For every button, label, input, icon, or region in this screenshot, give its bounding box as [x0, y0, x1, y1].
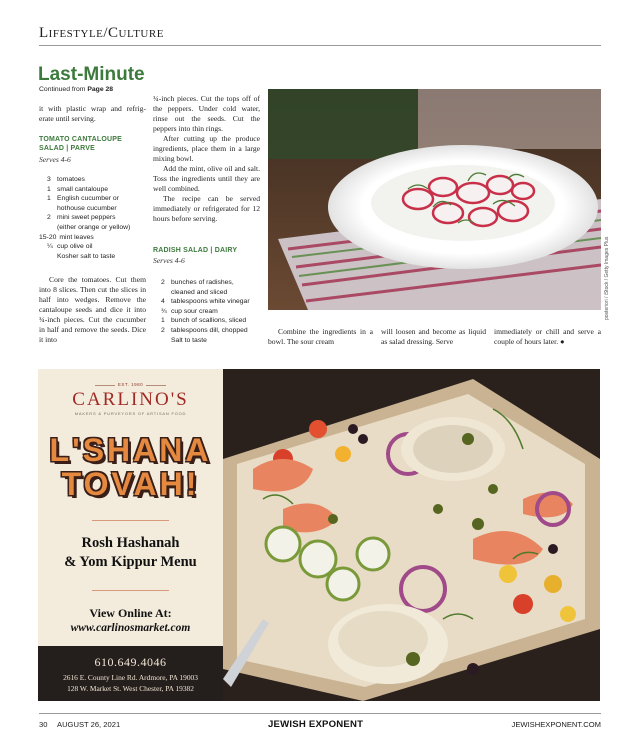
- ad-greeting-line2: TOVAH!: [61, 466, 200, 502]
- tomato-directions-p4: The recipe can be served immediately or refrigerated for 12 hours before serving.: [153, 194, 260, 223]
- ingredient-item: [47, 242, 157, 252]
- ingredient-quantity: 1: [47, 195, 51, 203]
- ad-tagline: MAKERS & PURVEYORS OF ARTISAN FOOD: [74, 411, 187, 416]
- ingredient-quantity: 3: [47, 176, 51, 183]
- ingredient-text: Salt to taste: [171, 336, 207, 344]
- ingredient-item: [161, 297, 271, 307]
- article-column-2: [153, 94, 260, 224]
- ingredient-item: [47, 175, 157, 185]
- ad-address-1: 2616 E. County Line Rd. Ardmore, PA 19003: [63, 673, 198, 682]
- radish-ingredient-list: [161, 278, 271, 345]
- ingredient-item: [47, 204, 157, 214]
- radish-salad-photo: [268, 89, 601, 310]
- page-number: 30: [39, 720, 48, 729]
- ingredient-quantity: [47, 223, 57, 233]
- continued-note: Continued from Page 28: [39, 86, 114, 93]
- ingredient-text: bunch of scallions, sliced: [171, 317, 247, 325]
- ad-website-link[interactable]: www.carlinosmarket.com: [70, 622, 191, 634]
- ingredient-item: [161, 316, 271, 326]
- ingredient-text: bunches of radishes,: [171, 279, 234, 286]
- ingredient-text: cup olive oil: [57, 243, 93, 251]
- tomato-directions-p2: After cutting up the produce ingredients, place them in a large mixing bowl.: [153, 134, 260, 163]
- header-rule: [39, 45, 601, 46]
- ingredient-quantity: [47, 204, 57, 214]
- ingredient-text: cup sour cream: [171, 307, 218, 315]
- ingredient-item: [161, 326, 271, 336]
- ingredient-quantity: [161, 288, 171, 298]
- tomato-ingredient-list: [39, 175, 157, 261]
- ad-brand-logo: CARLINO'S: [72, 389, 189, 410]
- radish-recipe-title: RADISH SALAD | DAIRY: [153, 247, 238, 254]
- ingredient-text: English cucumber or: [57, 195, 119, 203]
- ad-online-label: View Online At:: [89, 606, 172, 620]
- ingredient-quantity: 1: [161, 317, 165, 325]
- footer-rule: [39, 713, 601, 714]
- ad-menu-title: Rosh Hashanah & Yom Kippur Menu: [64, 535, 197, 570]
- ingredient-item: [161, 336, 271, 346]
- ingredient-item: [161, 288, 271, 298]
- ingredient-quantity: 2: [47, 214, 51, 222]
- ingredient-text: (either orange or yellow): [57, 223, 131, 231]
- ingredient-item: [161, 307, 271, 317]
- photo-credit: posteriori / iStock / Getty Images Plus: [604, 236, 610, 320]
- intro-text: it with plastic wrap and refrig-erate until serving.: [39, 104, 146, 123]
- ingredient-quantity: 2: [161, 326, 165, 334]
- radish-directions-col5: immediately or chill and serve a couple of hours later. ●: [494, 327, 601, 346]
- ad-divider-top: [92, 520, 169, 521]
- ingredient-quantity: [47, 252, 57, 262]
- ingredient-quantity: 2: [161, 279, 165, 286]
- ingredient-text: mini sweet peppers: [57, 214, 116, 222]
- ingredient-text: Kosher salt to taste: [57, 252, 116, 260]
- article-column-1: [39, 104, 146, 124]
- ingredient-text: tablespoons dill, chopped: [171, 326, 248, 334]
- tomato-directions-p3: Add the mint, olive oil and salt. Toss the ingredients until they are well combined.: [153, 164, 260, 193]
- ingredient-item: [47, 252, 157, 262]
- ingredient-item: [161, 278, 271, 288]
- radish-directions-col4: will loosen and become as liquid as salad dressing. Serve: [381, 327, 486, 346]
- tomato-serves: Serves 4-6: [39, 155, 71, 164]
- tomato-directions-p1: ¾-inch pieces. Cut the tops off of the peppers. Under cold water, rinse out the seeds. Cut the peppers into thin rings.: [153, 94, 260, 133]
- ingredient-quantity: 15-20: [39, 233, 57, 241]
- continued-page-link[interactable]: Page 28: [87, 86, 114, 93]
- ingredient-quantity: ¼: [47, 243, 53, 251]
- ad-established: EST. 1980: [117, 382, 144, 387]
- ingredient-item: [47, 213, 157, 223]
- ad-greeting-line1: L'SHANA: [49, 432, 212, 468]
- radish-serves: Serves 4-6: [153, 256, 185, 265]
- issue-date: AUGUST 26, 2021: [57, 720, 121, 729]
- ingredient-text: tablespoons white vinegar: [171, 298, 250, 306]
- ingredient-quantity: [161, 336, 171, 346]
- article-headline: Last-Minute: [38, 64, 145, 85]
- ingredient-quantity: 4: [161, 298, 165, 306]
- ingredient-item: [47, 223, 157, 233]
- publication-name: JEWISH EXPONENT: [268, 719, 364, 730]
- ingredient-item: [47, 194, 157, 204]
- ingredient-quantity: ¾: [161, 307, 167, 315]
- section-title: Lifestyle/Culture: [39, 25, 164, 41]
- ad-food-platter-photo: [223, 369, 600, 701]
- ingredient-text: hothouse cucumber: [57, 204, 117, 212]
- ingredient-text: small cantaloupe: [57, 185, 109, 193]
- ad-phone: 610.649.4046: [94, 655, 167, 669]
- publication-website[interactable]: JEWISHEXPONENT.COM: [511, 720, 601, 729]
- ingredient-text: mint leaves: [59, 233, 94, 241]
- ad-divider-bottom: [92, 590, 169, 591]
- tomato-recipe-title: TOMATO CANTALOUPE SALAD | PARVE: [39, 136, 122, 152]
- ad-address-2: 128 W. Market St. West Chester, PA 19382: [67, 684, 194, 693]
- ingredient-item: [39, 233, 157, 243]
- radish-directions-col3: Combine the ingredients in a bowl. The sour cream: [268, 327, 373, 346]
- ingredient-quantity: 1: [47, 185, 51, 193]
- tomato-directions-col1: Core the tomatoes. Cut them into 8 slices. Then cut the slices in half into wedges. Remove the cantaloupe seeds and dice it into ¾-inch pieces. Cut the cucumber in half and remove the seeds. Dice it into: [39, 275, 146, 344]
- ingredient-item: [47, 185, 157, 195]
- ingredient-text: tomatoes: [57, 176, 85, 183]
- ingredient-text: cleaned and sliced: [171, 288, 228, 296]
